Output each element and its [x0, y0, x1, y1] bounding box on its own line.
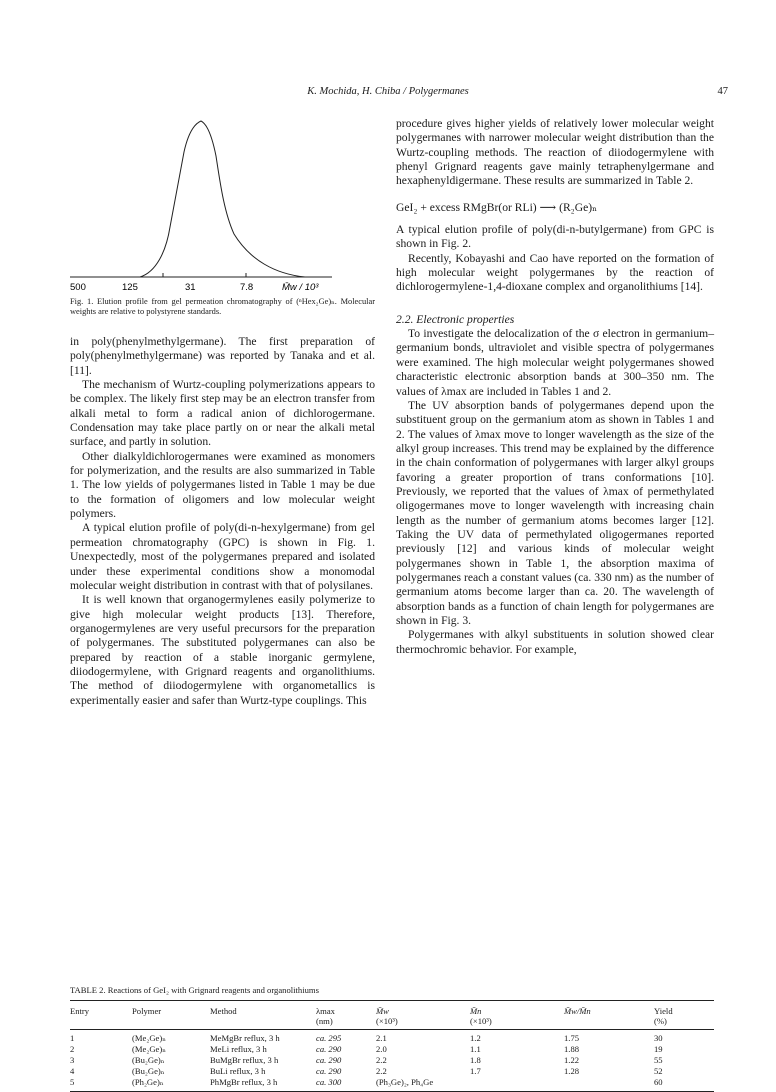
figure-1-caption-label: Fig. 1.	[70, 297, 94, 306]
tick-label: 500	[70, 282, 86, 292]
cell-method: PhMgBr reflux, 3 h	[210, 1077, 316, 1092]
page-number: 47	[717, 86, 728, 97]
cell-mn: 1.8	[470, 1055, 481, 1066]
paragraph: A typical elution profile of poly(di-n-hexylgermane) from gel permeation chromatography (GPC) is shown in Fig. 1. Unexpectedly, most of the polygermanes prepared and isolated under these experimental conditions show a monomodal molecular weight distribution in contrast with that of polysilanes.	[70, 521, 375, 592]
cell-yield: 52	[654, 1066, 663, 1077]
col-header-lambda: λmax	[316, 1001, 376, 1017]
unit-yield: (%)	[654, 1016, 714, 1030]
paragraph: The mechanism of Wurtz-coupling polymerizations appears to be complex. The likely first step may be an electron transfer from alkali metal to form a radical anion of dichlorogermane. Condensation may take place partly on or near the alkali metal surface, and partly in solution.	[70, 378, 375, 449]
cell-method: MeMgBr reflux, 3 h	[210, 1033, 280, 1043]
table-row	[70, 1077, 714, 1092]
cell-entry: 2	[70, 1044, 75, 1055]
cell-ratio: 1.75	[564, 1033, 580, 1043]
cell-lambda: ca. 290	[316, 1044, 342, 1055]
paragraph: Recently, Kobayashi and Cao have reported on the formation of high molecular weight polygermanes by the reaction of dichlorogermylene-1,4-dioxane complex and organolithiums [14].	[396, 251, 714, 294]
elution-curve	[140, 121, 305, 277]
cell-lambda: ca. 290	[316, 1055, 342, 1066]
table-2	[70, 1000, 714, 1092]
cell-polymer: (Me₂Ge)ₙ	[132, 1044, 166, 1055]
cell-ratio: 1.88	[564, 1044, 580, 1055]
cell-mn: 1.2	[470, 1033, 481, 1043]
cell-yield: 60	[654, 1077, 714, 1092]
unit-mw: (×10³)	[376, 1016, 470, 1030]
tick-label: 7.8	[240, 282, 254, 292]
cell-method: BuLi reflux, 3 h	[210, 1066, 266, 1077]
cell-ratio	[564, 1077, 654, 1092]
cell-polymer: (Bu₂Ge)ₙ	[132, 1055, 165, 1066]
col-header-polymer: Polymer	[132, 1001, 210, 1017]
cell-polymer: (Ph₂Ge)ₙ	[132, 1077, 210, 1092]
col-header-method: Method	[210, 1001, 316, 1017]
running-head-authors: K. Mochida, H. Chiba / Polygermanes	[307, 86, 469, 97]
cell-polymer: (Me₂Ge)ₙ	[132, 1033, 166, 1043]
paragraph: A typical elution profile of poly(di-n-butylgermane) from GPC is shown in Fig. 2.	[396, 223, 714, 251]
figure-1-caption	[70, 297, 375, 318]
cell-mw: 2.2	[376, 1066, 387, 1077]
cell-yield: 30	[654, 1033, 663, 1043]
cell-ratio: 1.28	[564, 1066, 580, 1077]
cell-lambda: ca. 290	[316, 1066, 342, 1077]
paragraph: in poly(phenylmethylgermane). The first preparation of poly(phenylmethylgermane) was reported by Tanaka and et al. [11].	[70, 335, 375, 377]
col-header-mw: M̄w	[376, 1001, 470, 1017]
cell-method: MeLi reflux, 3 h	[210, 1044, 267, 1055]
col-header-mn: M̄n	[470, 1001, 564, 1017]
x-axis-label: M̄w / 10³	[282, 282, 319, 292]
unit-lambda: (nm)	[316, 1016, 376, 1030]
figure-1	[70, 112, 375, 318]
table-row	[70, 1055, 714, 1066]
right-column	[396, 117, 714, 657]
paragraph: To investigate the delocalization of the σ electron in germanium–germanium bonds, ultraviolet and visible spectra of polygermanes were examined. The high molecular weight polygermanes showed characteristic electronic absorption bands at 300–350 nm. The values of λmax are included in Tables 1 and 2.	[396, 327, 714, 398]
tick-label: 31	[185, 282, 196, 292]
cell-entry: 4	[70, 1066, 75, 1077]
cell-yield: 55	[654, 1055, 663, 1066]
table-header-row	[70, 1001, 714, 1017]
unit-mn: (×10³)	[470, 1016, 564, 1030]
left-column	[70, 335, 375, 708]
cell-mw: 2.2	[376, 1055, 387, 1066]
paragraph: It is well known that organogermylenes easily polymerize to give high molecular weight products [13]. Therefore, organogermylenes are very useful precursors for the preparation of polygermanes. The substituted polygermanes can also be prepared by reaction of a stable inorganic germylene, diiodogermylene, with Grignard reagents and organolithiums. The method of diiodogermylene with organometallics is experimentally easier and safer than Wurtz-type couplings. This	[70, 593, 375, 707]
section-heading: 2.2. Electronic properties	[396, 312, 515, 326]
cell-lambda: ca. 300	[316, 1077, 376, 1092]
table-row	[70, 1044, 714, 1055]
gpc-elution-plot	[70, 112, 375, 292]
figure-1-caption-text: Elution profile from gel permeation chromatography of (ⁿHex₂Ge)ₙ. Molecular weights are relative to polystyrene standards.	[70, 297, 375, 317]
cell-mn: 1.7	[470, 1066, 481, 1077]
tick-label: 125	[122, 282, 138, 292]
cell-mn: 1.1	[470, 1044, 481, 1055]
paragraph: The UV absorption bands of polygermanes depend upon the substituent group on the germanium atom as shown in Tables 1 and 2. The values of λmax move to longer wavelength as the size of the alkyl group increases. This trend may be explained by the difference in the chain conformation of polygermanes with larger alkyl groups favoring a greater proportion of trans conformations [10]. Previously, we reported that the values of λmax of permethylated oligogermanes move to longer wavelength with increasing chain length as the number of germanium atoms becomes larger [12]. Taking the UV data of permethylated oligogermanes reported previously [12] and various kinds of molecular weight polygermanes shown in Table 1, the absorption maxima of polygermanes reach a constant values (ca. 330 nm) as the number of germanium atoms become larger than ca. 20. The wavelength of absorption bands as a function of chain length for polygermanes are shown in Fig. 3.	[396, 398, 714, 627]
table-row	[70, 1030, 714, 1045]
col-header-yield: Yield	[654, 1001, 714, 1017]
reaction-equation: GeI₂ + excess RMgBr(or RLi) ⟶ (R₂Ge)ₙ	[396, 200, 598, 214]
table-2-caption: TABLE 2. Reactions of GeI₂ with Grignard reagents and organolithiums	[70, 985, 319, 995]
paragraph: Polygermanes with alkyl substituents in solution showed clear thermochromic behavior. For example,	[396, 628, 714, 656]
cell-ratio: 1.22	[564, 1055, 580, 1066]
cell-lambda: ca. 295	[316, 1033, 342, 1043]
cell-entry: 3	[70, 1055, 75, 1066]
cell-entry: 5	[70, 1077, 132, 1092]
paragraph: procedure gives higher yields of relatively lower molecular weight polygermanes with narrower molecular weight distribution than the Wurtz-coupling methods. The reaction of diiodogermylene with phenyl Grignard reagents gave mainly tetraphenylgermane and hexaphenyldigermane. These results are summarized in Table 2.	[396, 117, 714, 188]
cell-mw: 2.1	[376, 1033, 387, 1043]
col-header-ratio: M̄w/M̄n	[564, 1001, 654, 1017]
table-header-units-row	[70, 1016, 714, 1030]
cell-entry: 1	[70, 1033, 75, 1043]
cell-method: BuMgBr reflux, 3 h	[210, 1055, 279, 1066]
col-header-entry: Entry	[70, 1001, 132, 1017]
cell-yield: 19	[654, 1044, 663, 1055]
cell-products: (Ph₃Ge)₂, Ph₄Ge	[376, 1077, 564, 1092]
paragraph: Other dialkyldichlorogermanes were examined as monomers for polymerization, and the results are also summarized in Table 1. The low yields of polygermanes listed in Table 1 may be due to the formation of oligomers and low molecular weight polymers.	[70, 449, 375, 521]
cell-mw: 2.0	[376, 1044, 387, 1055]
cell-polymer: (Bu₂Ge)ₙ	[132, 1066, 165, 1077]
table-row	[70, 1066, 714, 1077]
